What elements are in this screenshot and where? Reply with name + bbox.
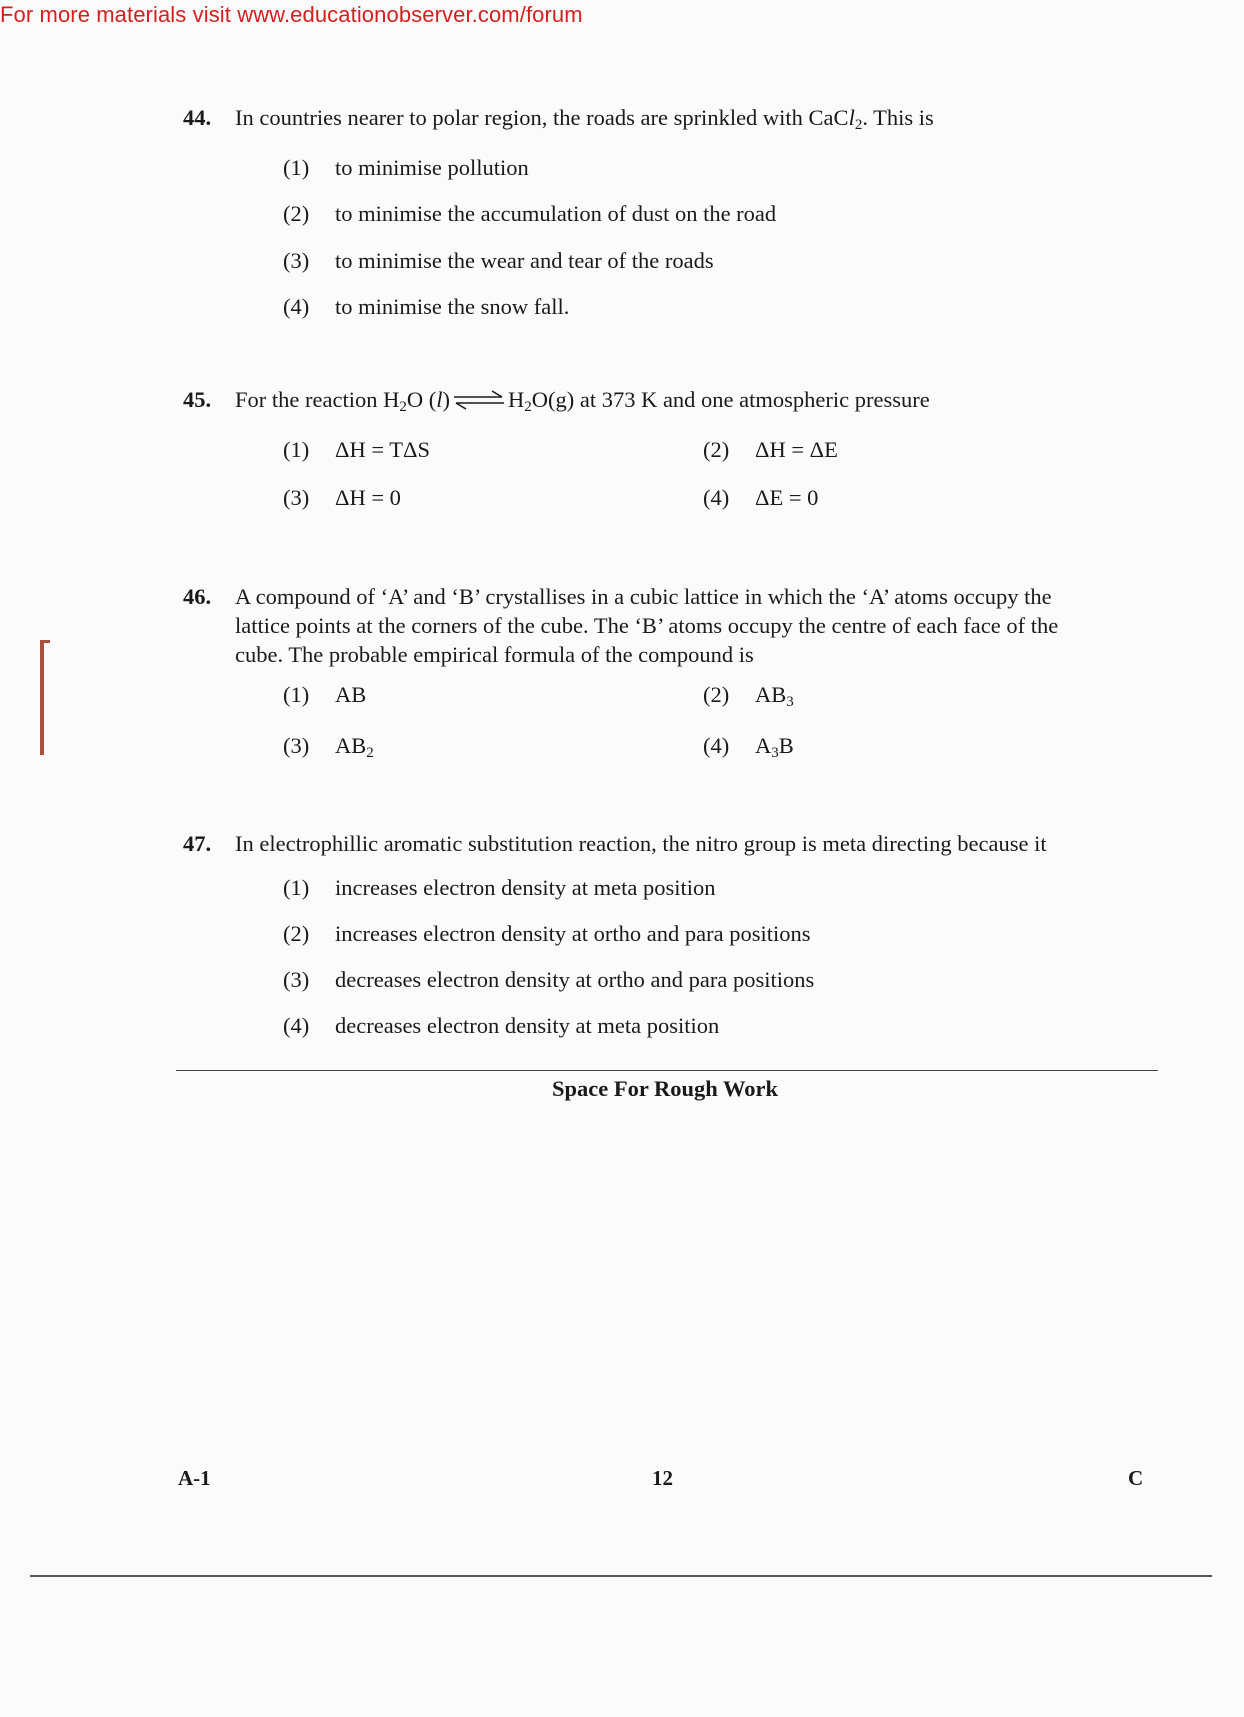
- q46-option-4[interactable]: (4) $A_3B$: [703, 733, 794, 761]
- q47-option-1[interactable]: (1) increases electron density at meta position: [283, 875, 716, 900]
- question-44: [183, 103, 1158, 140]
- q46-option-3[interactable]: (3) $AB_2$: [283, 733, 374, 761]
- q44-option-2[interactable]: (2) to minimise the accumulation of dust on the road: [283, 201, 777, 226]
- question-stem: A compound of ‘A’ and ‘B’ crystallises in a cubic lattice in which the ‘A’ atoms occupy the lattice points at the corners of the cube. The ‘B’ atoms occupy the centre of each face of the cube. The probable empirical formula of the compound is: [235, 584, 1059, 667]
- q44-option-4[interactable]: (4) to minimise the snow fall.: [283, 294, 570, 319]
- equilibrium-arrow-icon: [452, 390, 506, 410]
- question-stem: In countries nearer to polar region, the roads are sprinkled with CaCl$_2$. This is: [235, 105, 934, 133]
- q44-option-1[interactable]: (1) to minimise pollution: [283, 155, 529, 180]
- question-stem: In electrophillic aromatic substitution reaction, the nitro group is meta directing because it: [235, 831, 1047, 856]
- q47-option-4[interactable]: (4) decreases electron density at meta position: [283, 1013, 720, 1038]
- q45-option-4[interactable]: (4) ΔE = 0: [703, 485, 819, 510]
- margin-mark: [40, 640, 44, 755]
- q45-option-1[interactable]: (1) ΔH = TΔS: [283, 437, 430, 462]
- question-47: [183, 829, 1158, 858]
- q47-option-2[interactable]: (2) increases electron density at ortho and para positions: [283, 921, 811, 946]
- question-45: [183, 385, 1158, 422]
- paper-code: A-1: [178, 1466, 211, 1490]
- question-number: 45.: [183, 387, 212, 412]
- q46-option-1[interactable]: (1) AB: [283, 682, 367, 707]
- question-number: 44.: [183, 105, 212, 130]
- q45-option-3[interactable]: (3) ΔH = 0: [283, 485, 401, 510]
- divider: [176, 1070, 1158, 1071]
- q46-option-2[interactable]: (2) $AB_3$: [703, 682, 794, 710]
- margin-mark-tick: [40, 640, 50, 643]
- question-stem: For the reaction $H_2O$ (l) $H_2O(g)$ at 373 K and one atmospheric pressure: [235, 387, 930, 415]
- question-number: 47.: [183, 831, 212, 856]
- bottom-divider: [30, 1575, 1212, 1577]
- site-banner: For more materials visit www.educationobserver.com/forum: [0, 2, 583, 27]
- question-46: [183, 582, 1158, 669]
- question-number: 46.: [183, 584, 212, 609]
- rough-work-heading: Space For Rough Work: [551, 1076, 779, 1101]
- page-number: 12: [652, 1466, 673, 1490]
- q45-option-2[interactable]: (2) ΔH = ΔE: [703, 437, 838, 462]
- q44-option-3[interactable]: (3) to minimise the wear and tear of the roads: [283, 248, 714, 273]
- series-code: C: [1128, 1466, 1144, 1490]
- q47-option-3[interactable]: (3) decreases electron density at ortho and para positions: [283, 967, 815, 992]
